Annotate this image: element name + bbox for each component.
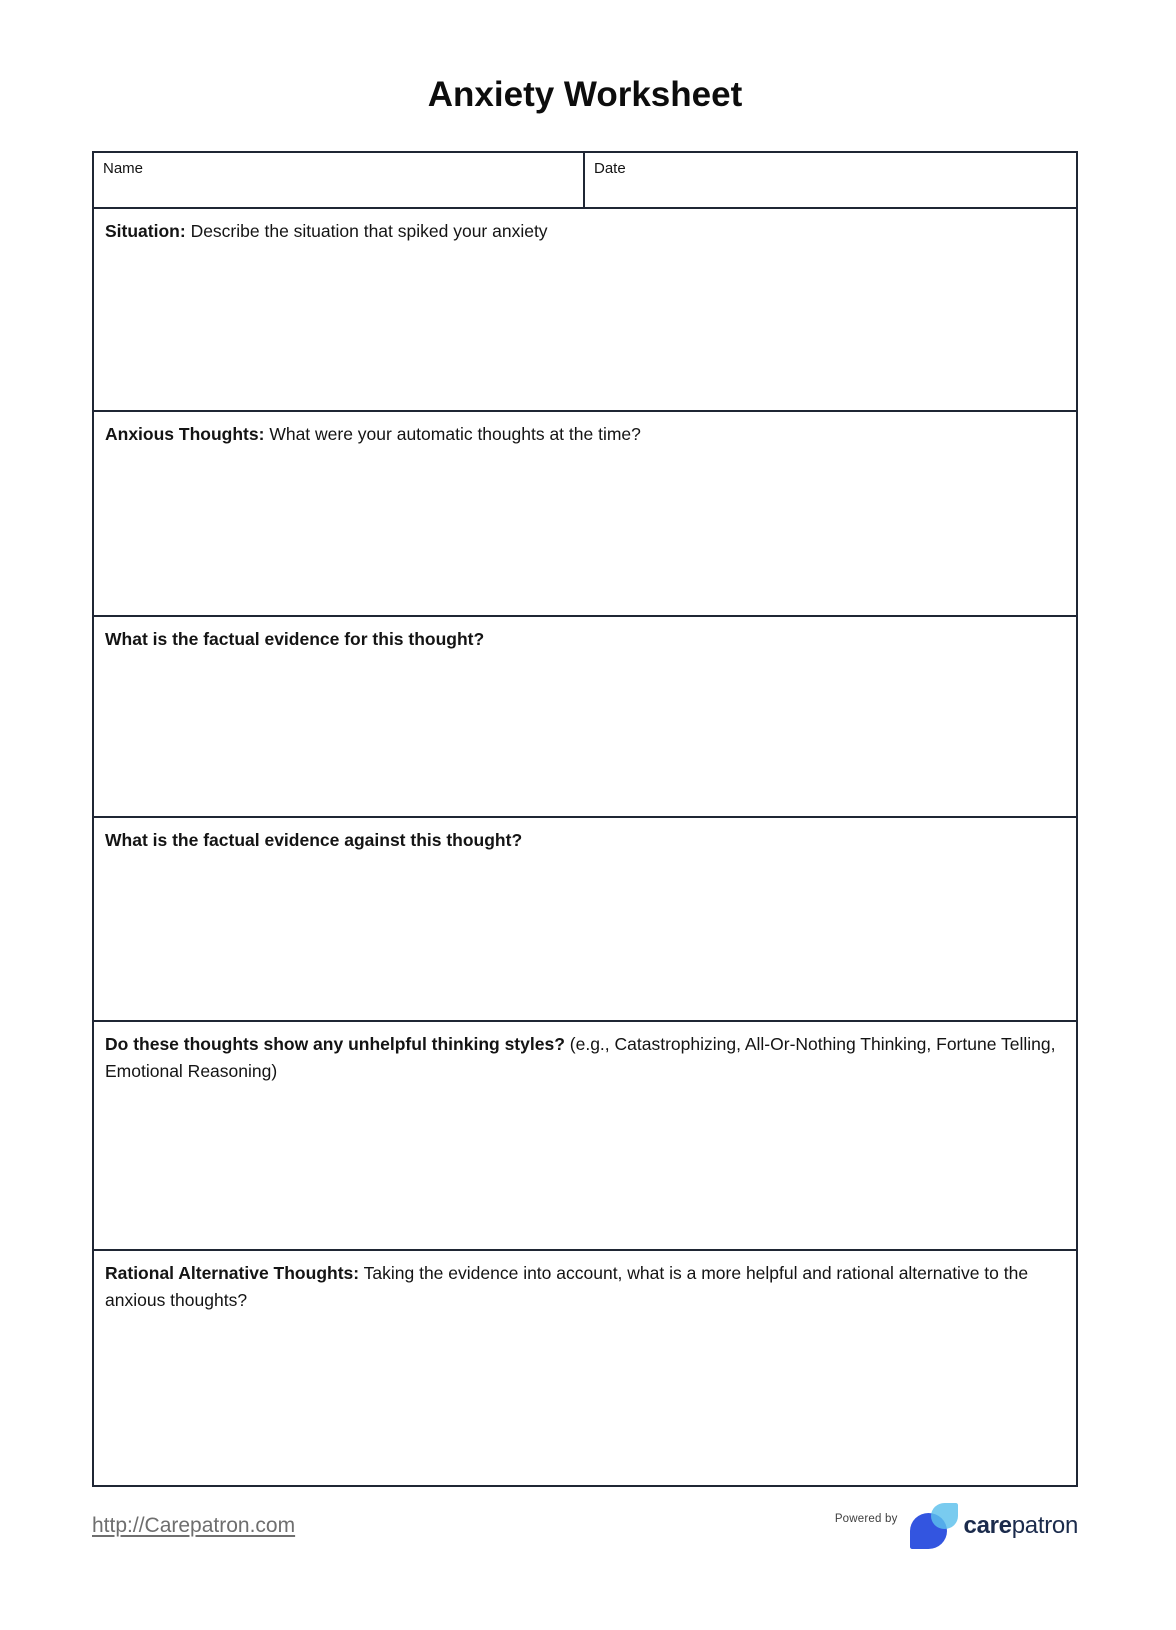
section-prompt <box>105 1031 1065 1085</box>
date-field[interactable] <box>585 153 1076 207</box>
wordmark-care: care <box>963 1511 1012 1539</box>
carepatron-logo <box>910 1503 1078 1549</box>
section-label: Rational Alternative Thoughts: <box>105 1262 360 1283</box>
name-field[interactable] <box>94 153 585 207</box>
powered-by-label: Powered by <box>834 1512 898 1525</box>
section-description: Taking the evidence into account, what is a more helpful and rational alternative to the anxious thoughts? <box>105 1262 1029 1310</box>
evidence-against-input[interactable] <box>105 854 1065 1011</box>
rational-thoughts-input[interactable] <box>105 1314 1065 1476</box>
section-evidence-against <box>94 818 1076 1022</box>
date-field-label: Date <box>594 159 626 177</box>
section-label: Do these thoughts show any unhelpful thinking styles? <box>105 1033 565 1054</box>
carepatron-link[interactable]: http://Carepatron.com <box>92 1513 296 1537</box>
section-label: What is the factual evidence against this thought? <box>105 829 523 850</box>
wordmark-patron: patron <box>1011 1511 1078 1539</box>
section-description: (e.g., Catastrophizing, All-Or-Nothing Thinking, Fortune Telling, Emotional Reasoning) <box>105 1033 1056 1081</box>
section-description: What were your automatic thoughts at the time? <box>269 423 641 444</box>
section-prompt <box>105 421 1065 448</box>
section-label: Anxious Thoughts: <box>105 423 265 444</box>
section-prompt <box>105 1260 1065 1314</box>
page-title: Anxiety Worksheet <box>427 75 743 114</box>
section-unhelpful-styles <box>94 1022 1076 1251</box>
logo-bubble-light-icon <box>931 1503 958 1529</box>
section-rational-thoughts <box>94 1251 1076 1485</box>
section-prompt <box>105 626 1065 653</box>
powered-by-block <box>835 1503 1078 1549</box>
anxious-thoughts-input[interactable] <box>105 448 1065 606</box>
evidence-for-input[interactable] <box>105 653 1065 807</box>
carepatron-bubbles-icon <box>910 1503 958 1549</box>
footer <box>92 1501 1078 1551</box>
section-description: Describe the situation that spiked your anxiety <box>190 220 548 241</box>
situation-input[interactable] <box>105 245 1065 401</box>
section-label: What is the factual evidence for this thought? <box>105 628 485 649</box>
worksheet-form-table <box>92 151 1078 1487</box>
section-prompt <box>105 218 1065 245</box>
section-anxious-thoughts <box>94 412 1076 617</box>
name-date-row <box>94 153 1076 209</box>
unhelpful-styles-input[interactable] <box>105 1085 1065 1240</box>
carepatron-wordmark <box>964 1512 1078 1540</box>
section-evidence-for <box>94 617 1076 818</box>
section-prompt <box>105 827 1065 854</box>
section-situation <box>94 209 1076 412</box>
name-field-label: Name <box>103 159 144 177</box>
section-label: Situation: <box>105 220 186 241</box>
